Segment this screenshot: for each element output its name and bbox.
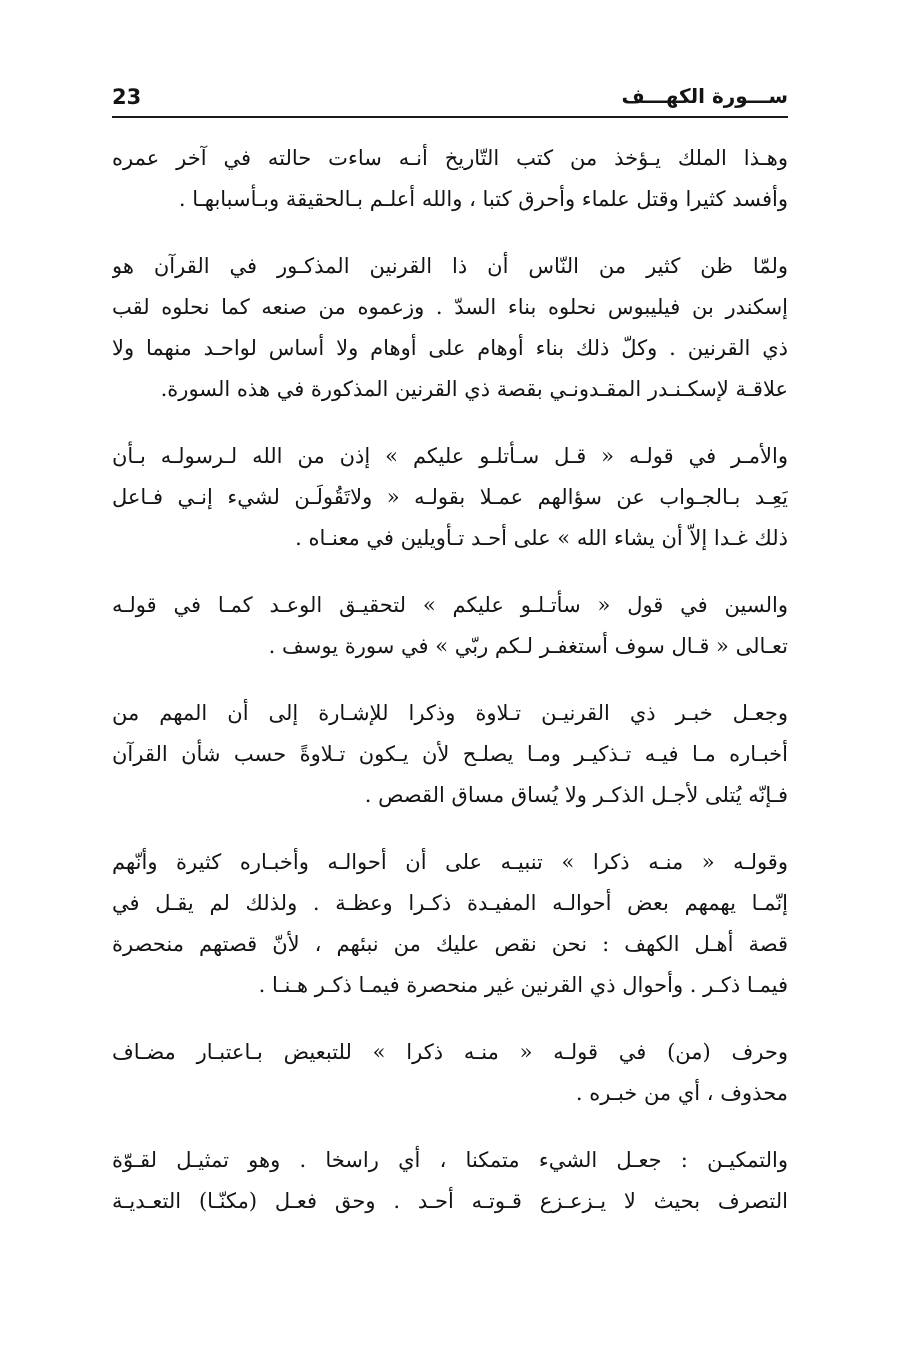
text-line: والتمكيـن : جعـل الشيء متمكنا ، أي راسخا . وهو تمثيـل لقـوّة: [112, 1148, 788, 1172]
body-text: [112, 138, 788, 1248]
text-line: وقولـه « منـه ذكرا » تنبيـه على أن أحوالـه وأخبـاره كثيرة وأنّهم: [112, 850, 788, 874]
paragraph: [112, 842, 788, 1006]
text-line: فيمـا ذكـر . وأحوال ذي القرنين غير منحصرة فيمـا ذكـر هـنـا .: [258, 973, 788, 997]
paragraph: [112, 246, 788, 410]
text-line: والأمـر في قولـه « قـل سـأتلـو عليكم » إذن من الله لـرسولـه بـأن: [112, 444, 788, 468]
text-line: تعـالى « قـال سوف أستغفـر لـكم ربّي » في سورة يوسف .: [268, 634, 788, 658]
text-line: وجعـل خبـر ذي القرنيـن تـلاوة وذكرا للإشـارة إلى أن المهم من: [112, 701, 788, 725]
paragraph: [112, 138, 788, 220]
text-line: أخبـاره مـا فيـه تـذكيـر ومـا يصلـح لأن يـكون تـلاوةً حسب شأن القرآن: [112, 742, 788, 766]
text-line: علاقـة لإسكـنـدر المقـدونـي بقصة ذي القرنين المذكورة في هذه السورة.: [160, 377, 788, 401]
page-header: [112, 82, 788, 118]
paragraph: [112, 585, 788, 667]
running-title: ســـورة الكهـــف: [621, 84, 788, 108]
text-line: ذلك غـدا إلاّ أن يشاء الله » على أحـد تـأويلين في معنـاه .: [295, 526, 788, 550]
text-line: وحرف (من) في قولـه « منـه ذكرا » للتبعيض بـاعتبـار مضـاف: [112, 1040, 788, 1064]
paragraph: [112, 1140, 788, 1222]
paragraph: [112, 693, 788, 816]
page-number: 23: [112, 85, 142, 109]
text-line: وهـذا الملك يـؤخذ من كتب التّاريخ أنـه ساءت حالته في آخر عمره: [112, 146, 788, 170]
text-line: قصة أهـل الكهف : نحن نقص عليك من نبئهم ، لأنّ قصتهم منحصرة: [112, 932, 788, 956]
text-line: محذوف ، أي من خبـره .: [575, 1081, 788, 1105]
text-line: ولمّا ظن كثير من النّاس أن ذا القرنين المذكـور في القرآن هو: [112, 254, 788, 278]
text-line: إسكندر بن فيليبوس نحلوه بناء السدّ . وزعموه من صنعه كما نحلوه لقب: [112, 295, 788, 319]
paragraph: [112, 436, 788, 559]
text-line: ذي القرنين . وكلّ ذلك بناء أوهام على أوهام ولا أساس لواحـد منهما ولا: [112, 336, 788, 360]
text-line: التصرف بحيث لا يـزعـزع قـوتـه أحـد . وحق فعـل (مكنّـا) التعـديـة: [112, 1189, 788, 1213]
text-line: والسين في قول « سأتـلـو عليكم » لتحقيـق الوعـد كمـا في قولـه: [112, 593, 788, 617]
text-line: إنّمـا يهمهم بعض أحوالـه المفيـدة ذكـرا وعظـة . ولذلك لم يقـل في: [112, 891, 788, 915]
text-line: فـإنّه يُتلى لأجـل الذكـر ولا يُساق مساق القصص .: [364, 783, 788, 807]
paragraph: [112, 1032, 788, 1114]
text-line: يَعِـد بـالجـواب عن سؤالهم عمـلا بقولـه « ولاتَقُولَـن لشيء إنـي فـاعل: [112, 485, 788, 509]
text-line: وأفسد كثيرا وقتل علماء وأحرق كتبا ، والله أعلـم بـالحقيقة وبـأسبابهـا .: [178, 187, 788, 211]
